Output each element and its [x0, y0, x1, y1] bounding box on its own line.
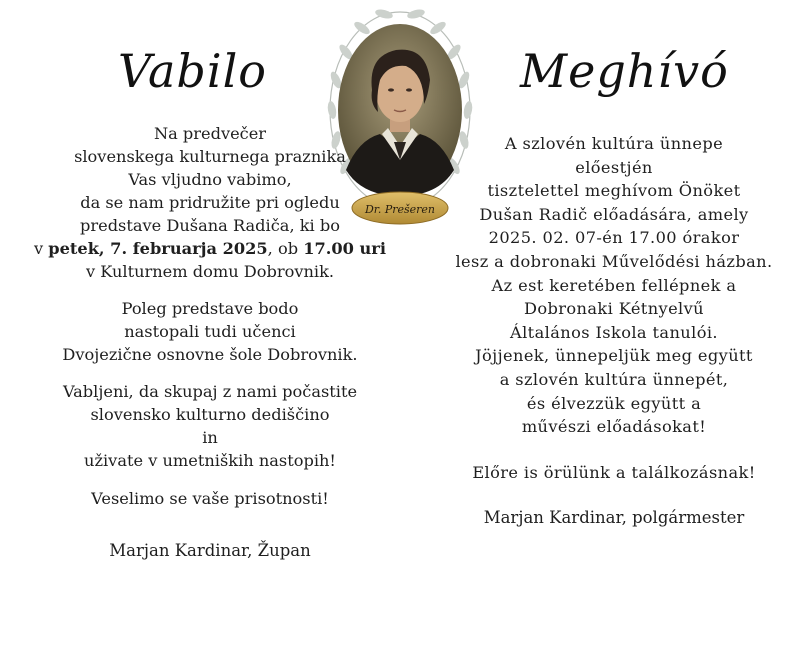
text-line: 2025. 02. 07-én 17.00 órakor — [488, 228, 740, 248]
text-line: és élvezzük együtt a — [526, 393, 702, 413]
text-line: da se nam pridružite pri ogledu — [80, 193, 340, 212]
text-line: nastopali tudi učenci — [124, 322, 296, 341]
text-line: slovensko kulturno dediščino — [90, 405, 330, 424]
text-line: Na predvečer — [153, 124, 267, 143]
text-line: a szlovén kultúra ünnepét, — [499, 369, 729, 389]
signature: Marjan Kardinar, Župan — [109, 541, 311, 560]
text-line: tisztelettel meghívom Önöket — [487, 181, 741, 201]
text-line: A szlovén kultúra ünnepe — [504, 134, 724, 153]
title-slovenian: Vabilo — [118, 44, 267, 98]
text-line: slovenskega kulturnega praznika — [74, 147, 346, 166]
text-line: Dobronaki Kétnyelvű — [523, 299, 705, 319]
text-line: Az est keretében fellépnek a — [491, 275, 737, 295]
text-line: in — [202, 428, 218, 447]
text-line: Dušan Radič előadására, amely — [479, 204, 749, 224]
event-place: v Kulturnem domu Dobrovnik. — [85, 262, 335, 281]
text-line: Általános Iskola tanulói. — [510, 322, 718, 342]
signature: Marjan Kardinar, polgármester — [483, 508, 745, 528]
text-line: Dvojezične osnovne šole Dobrovnik. — [62, 345, 358, 364]
text-line: Jöjjenek, ünnepeljük meg együtt — [475, 346, 753, 366]
plaque-signature: Dr. Prešeren — [364, 203, 436, 216]
event-date-line: v petek, 7. februarja 2025, ob 17.00 uri — [34, 239, 386, 258]
text-line: művészi előadásokat! — [521, 417, 707, 437]
text-line: előestjén — [575, 157, 653, 177]
text-line: Poleg predstave bodo — [121, 299, 299, 318]
hungarian-invitation — [428, 132, 800, 530]
text-line: uživate v umetniških nastopih! — [84, 451, 336, 470]
text-line: Vabljeni, da skupaj z nami počastite — [62, 382, 358, 401]
event-date: petek, 7. februarja 2025 — [48, 239, 268, 258]
text-line: lesz a dobronaki Művelődési házban. — [455, 251, 773, 271]
title-hungarian: Meghívó — [520, 44, 729, 98]
text-line: Vas vljudno vabimo, — [128, 170, 292, 189]
text-line: predstave Dušana Radiča, ki bo — [80, 216, 340, 235]
event-time: 17.00 uri — [303, 239, 386, 258]
slovenian-invitation — [0, 122, 420, 562]
closing-line: Előre is örülünk a találkozásnak! — [472, 462, 756, 482]
closing-line: Veselimo se vaše prisotnosti! — [91, 489, 329, 508]
